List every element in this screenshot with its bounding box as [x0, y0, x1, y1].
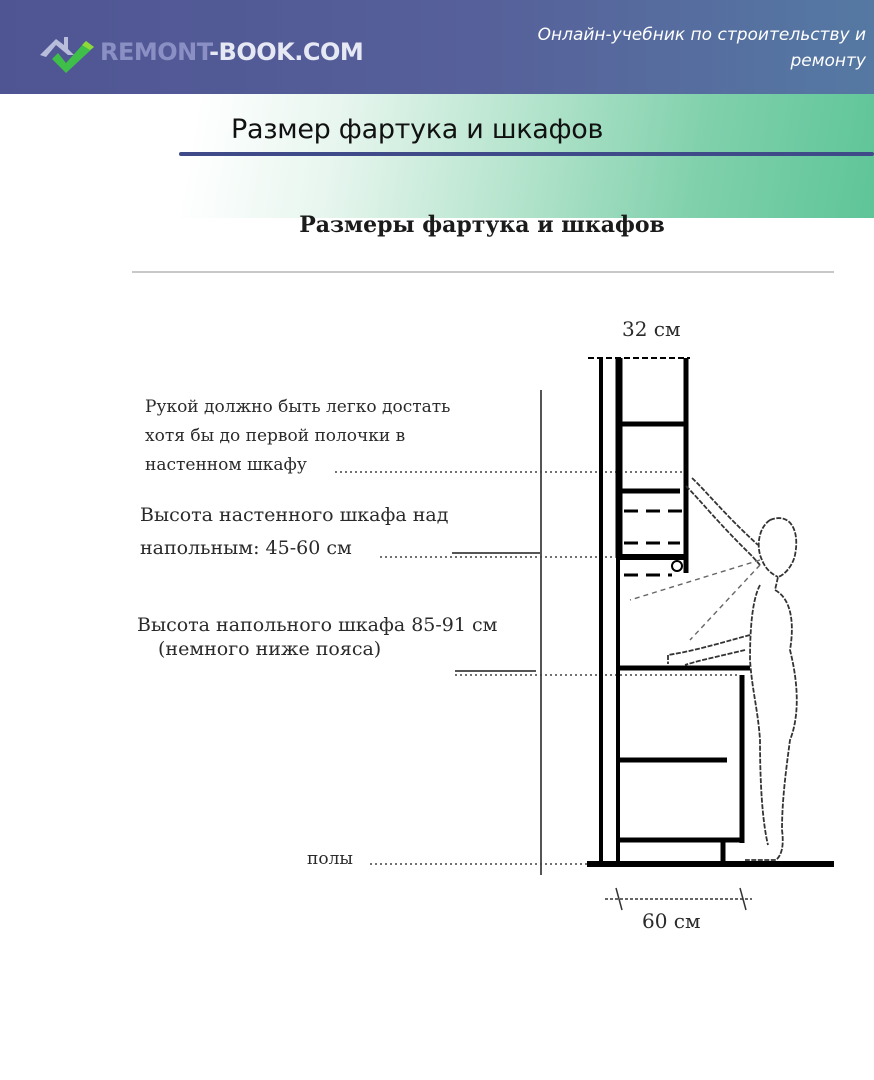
floor-label: полы: [307, 849, 353, 869]
logo-text-remont: REMONT: [100, 38, 210, 66]
bottom-dimension-line: [605, 888, 752, 910]
wall-height-line-1: Высота настенного шкафа над: [140, 504, 449, 526]
base-height-line-1: Высота напольного шкафа 85-91 см: [137, 614, 498, 636]
sight-lines: [630, 560, 760, 640]
wall-height-line-2: напольным: 45-60 см: [140, 537, 352, 559]
reach-line-2: хотя бы до первой полочки в: [145, 426, 406, 446]
reach-line-1: Рукой должно быть легко достать: [145, 397, 451, 417]
wall-cabinet: [619, 358, 686, 575]
wall-cabinet-height-annotation: [140, 499, 448, 565]
base-cabinet: [618, 668, 750, 864]
wall: [601, 358, 618, 865]
base-cabinet-height-annotation: [137, 613, 497, 661]
tagline-line-2: ремонту: [790, 51, 866, 71]
base-height-line-2: (немного ниже пояса): [158, 638, 382, 660]
top-depth-label: 32 см: [622, 317, 681, 341]
tagline-line-1: Онлайн-учебник по строительству и: [537, 25, 866, 45]
reach-line-3: настенном шкафу: [145, 455, 307, 475]
reach-annotation: [145, 393, 450, 480]
bottom-depth-label: 60 см: [642, 909, 701, 933]
logo-text-book: -BOOK.COM: [209, 38, 364, 66]
page-title: Размер фартука и шкафов: [231, 114, 604, 145]
figure-title: Размеры фартука и шкафов: [299, 212, 665, 238]
